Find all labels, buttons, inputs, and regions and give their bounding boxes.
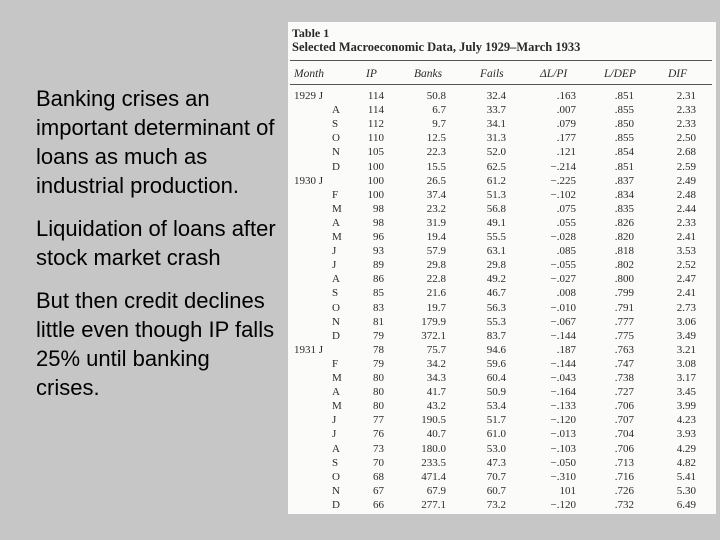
cell-banks: 50.8	[426, 90, 446, 102]
cell-dif: 3.49	[676, 329, 696, 342]
cell-l-dep: .820	[614, 231, 634, 243]
cell-l-dep: .818	[614, 245, 634, 258]
cell-banks: 26.5	[426, 174, 446, 187]
cell-ip: 114	[367, 90, 384, 102]
cell-fails: 53.0	[486, 442, 506, 455]
cell-delta-l-pi: .007	[556, 104, 576, 117]
cell-banks: 37.4	[426, 188, 446, 201]
cell-l-dep: .707	[614, 414, 634, 427]
cell-dif: 2.47	[676, 273, 696, 286]
cell-l-dep: .704	[614, 428, 634, 441]
cell-ip: 81	[373, 315, 384, 328]
cell-delta-l-pi: −.225	[550, 174, 576, 187]
cell-l-dep: .716	[614, 470, 634, 483]
table-row	[288, 457, 716, 470]
cell-l-dep: .835	[614, 202, 634, 215]
cell-dif: 2.33	[676, 216, 696, 229]
cell-delta-l-pi: −.144	[550, 357, 576, 370]
cell-banks: 12.5	[426, 132, 446, 145]
cell-banks: 372.1	[421, 329, 446, 342]
cell-fails: 60.4	[486, 372, 506, 384]
cell-l-dep: .855	[614, 132, 634, 145]
cell-delta-l-pi: −.214	[550, 160, 576, 173]
cell-fails: 62.5	[486, 160, 506, 173]
cell-fails: 56.3	[486, 301, 506, 314]
cell-ip: 80	[373, 400, 384, 413]
cell-banks: 34.2	[426, 357, 446, 370]
cell-month: M	[332, 231, 342, 243]
cell-fails: 29.8	[486, 259, 506, 272]
table-row	[288, 428, 716, 441]
cell-dif: 2.48	[676, 188, 696, 201]
header-l-dep: L/DEP	[604, 68, 636, 80]
table-row	[288, 499, 716, 512]
cell-delta-l-pi: .079	[556, 118, 576, 131]
cell-banks: 9.7	[432, 118, 446, 131]
cell-ip: 78	[373, 343, 384, 356]
cell-ip: 89	[373, 259, 384, 272]
cell-fails: 61.2	[486, 174, 506, 187]
table-row	[288, 372, 716, 385]
cell-dif: 4.29	[676, 442, 696, 455]
cell-delta-l-pi: .121	[556, 146, 576, 159]
cell-delta-l-pi: .163	[556, 90, 576, 102]
cell-month: D	[332, 329, 340, 342]
cell-fails: 33.7	[486, 104, 506, 117]
cell-fails: 61.0	[486, 428, 506, 441]
cell-banks: 22.3	[426, 146, 446, 159]
table-row	[288, 302, 716, 315]
cell-month: S	[332, 287, 339, 300]
cell-l-dep: .850	[614, 118, 634, 131]
table-row	[288, 146, 716, 159]
cell-l-dep: .855	[614, 104, 634, 117]
cell-banks: 22.8	[426, 273, 446, 286]
cell-banks: 15.5	[426, 160, 446, 173]
cell-month: O	[332, 132, 340, 145]
cell-ip: 98	[373, 216, 384, 229]
cell-banks: 41.7	[426, 386, 446, 399]
slide-text	[36, 84, 276, 416]
cell-fails: 56.8	[486, 202, 506, 215]
cell-dif: 2.52	[676, 259, 696, 272]
table-subtitle: Selected Macroeconomic Data, July 1929–March 1933	[292, 40, 581, 54]
cell-delta-l-pi: −.310	[550, 470, 576, 483]
cell-banks: 277.1	[421, 498, 446, 511]
table-title: Table 1	[292, 26, 330, 40]
cell-ip: 105	[367, 146, 384, 159]
table-row	[288, 358, 716, 371]
table-row	[288, 175, 716, 188]
cell-dif: 2.49	[676, 174, 696, 187]
cell-ip: 96	[373, 231, 384, 243]
cell-delta-l-pi: .008	[556, 287, 576, 300]
cell-fails: 51.3	[486, 188, 506, 201]
cell-month: M	[332, 400, 342, 413]
cell-dif: 3.99	[676, 400, 696, 413]
table-row	[288, 217, 716, 230]
table-row	[288, 386, 716, 399]
table-row	[288, 259, 716, 272]
cell-month: S	[332, 456, 339, 469]
cell-banks: 40.7	[426, 428, 446, 441]
cell-delta-l-pi: −.120	[550, 414, 576, 427]
cell-fails: 52.0	[486, 146, 506, 159]
header-month: Month	[294, 68, 325, 80]
table-row	[288, 400, 716, 413]
table-row	[288, 273, 716, 286]
cell-dif: 3.17	[676, 372, 696, 384]
table-row	[288, 245, 716, 258]
cell-month: M	[332, 202, 342, 215]
table-header-rule	[290, 84, 712, 85]
cell-delta-l-pi: −.043	[550, 372, 576, 384]
cell-delta-l-pi: −.055	[550, 259, 576, 272]
table-row	[288, 471, 716, 484]
cell-banks: 19.7	[426, 301, 446, 314]
cell-fails: 63.1	[486, 245, 506, 258]
cell-fails: 55.3	[486, 315, 506, 328]
cell-ip: 73	[373, 442, 384, 455]
cell-banks: 31.9	[426, 216, 446, 229]
header-banks: Banks	[414, 68, 443, 80]
cell-dif: 2.33	[676, 118, 696, 131]
header-delta-l-pi: ΔL/PI	[540, 68, 568, 80]
cell-month: A	[332, 386, 340, 399]
cell-ip: 77	[373, 414, 384, 427]
cell-delta-l-pi: .177	[556, 132, 576, 145]
cell-l-dep: .747	[614, 357, 634, 370]
cell-l-dep: .834	[614, 188, 634, 201]
cell-month: 1929 J	[294, 90, 324, 102]
cell-l-dep: .851	[614, 160, 634, 173]
cell-month: M	[332, 372, 342, 384]
cell-banks: 67.9	[426, 484, 446, 497]
cell-delta-l-pi: .187	[556, 343, 576, 356]
cell-month: J	[332, 245, 337, 258]
cell-banks: 43.2	[426, 400, 446, 413]
table-row	[288, 118, 716, 131]
cell-month: D	[332, 160, 340, 173]
cell-dif: 3.93	[676, 428, 696, 441]
table-row	[288, 316, 716, 329]
cell-delta-l-pi: 101	[559, 484, 576, 497]
cell-fails: 46.7	[486, 287, 506, 300]
cell-fails: 47.3	[486, 456, 506, 469]
cell-ip: 79	[373, 329, 384, 342]
cell-banks: 57.9	[426, 245, 446, 258]
cell-l-dep: .837	[614, 174, 634, 187]
cell-ip: 70	[373, 456, 384, 469]
cell-dif: 6.49	[676, 498, 696, 511]
cell-delta-l-pi: −.120	[550, 498, 576, 511]
cell-month: O	[332, 470, 340, 483]
cell-ip: 68	[373, 470, 384, 483]
cell-l-dep: .727	[614, 386, 634, 399]
cell-month: S	[332, 118, 339, 131]
cell-ip: 98	[373, 202, 384, 215]
cell-ip: 66	[373, 498, 384, 511]
table-row	[288, 132, 716, 145]
cell-dif: 3.45	[676, 386, 696, 399]
cell-dif: 2.41	[676, 231, 696, 243]
cell-ip: 86	[373, 273, 384, 286]
cell-l-dep: .726	[614, 484, 634, 497]
cell-delta-l-pi: −.028	[550, 231, 576, 243]
cell-delta-l-pi: −.103	[550, 442, 576, 455]
table-row	[288, 414, 716, 427]
cell-delta-l-pi: −.013	[550, 428, 576, 441]
table-row	[288, 203, 716, 216]
cell-month: O	[332, 301, 340, 314]
cell-month: D	[332, 498, 340, 511]
cell-fails: 59.6	[486, 357, 506, 370]
cell-l-dep: .763	[614, 343, 634, 356]
cell-dif: 2.59	[676, 160, 696, 173]
cell-l-dep: .791	[614, 301, 634, 314]
cell-fails: 51.7	[486, 414, 506, 427]
cell-l-dep: .777	[614, 315, 634, 328]
cell-banks: 190.5	[421, 414, 446, 427]
cell-banks: 19.4	[426, 231, 446, 243]
cell-delta-l-pi: −.010	[550, 301, 576, 314]
cell-l-dep: .802	[614, 259, 634, 272]
cell-l-dep: .799	[614, 287, 634, 300]
cell-month: N	[332, 315, 340, 328]
table-row	[288, 344, 716, 357]
bullet-banking-crises: Banking crises an important determinant of loans as much as industrial production.	[36, 86, 275, 198]
cell-ip: 76	[373, 428, 384, 441]
table-row	[288, 161, 716, 174]
cell-l-dep: .854	[614, 146, 634, 159]
header-dif: DIF	[668, 68, 688, 80]
cell-dif: 4.23	[676, 414, 696, 427]
cell-month: J	[332, 428, 337, 441]
cell-fails: 49.2	[486, 273, 506, 286]
cell-ip: 93	[373, 245, 384, 258]
cell-fails: 70.7	[486, 470, 506, 483]
cell-ip: 67	[373, 484, 384, 497]
table-row	[288, 231, 716, 244]
cell-banks: 6.7	[432, 104, 446, 117]
cell-l-dep: .851	[614, 90, 634, 102]
cell-fails: 83.7	[486, 329, 506, 342]
cell-dif: 2.41	[676, 287, 696, 300]
cell-fails: 55.5	[486, 231, 506, 243]
cell-l-dep: .738	[614, 372, 634, 384]
cell-ip: 100	[367, 160, 384, 173]
cell-l-dep: .706	[614, 442, 634, 455]
cell-dif: 3.53	[676, 245, 696, 258]
cell-fails: 32.4	[486, 90, 506, 102]
cell-dif: 5.41	[676, 470, 696, 483]
cell-banks: 29.8	[426, 259, 446, 272]
cell-l-dep: .732	[614, 498, 634, 511]
cell-delta-l-pi: −.102	[550, 188, 576, 201]
cell-delta-l-pi: −.133	[550, 400, 576, 413]
cell-fails: 94.6	[486, 343, 506, 356]
table-row	[288, 330, 716, 343]
cell-delta-l-pi: −.067	[550, 315, 576, 328]
cell-ip: 100	[367, 174, 384, 187]
cell-fails: 60.7	[486, 484, 506, 497]
cell-ip: 112	[367, 118, 384, 131]
cell-banks: 34.3	[426, 372, 446, 384]
cell-l-dep: .800	[614, 273, 634, 286]
cell-month: F	[332, 357, 339, 370]
cell-delta-l-pi: −.027	[550, 273, 576, 286]
table-row	[288, 189, 716, 202]
cell-delta-l-pi: −.144	[550, 329, 576, 342]
cell-dif: 2.44	[676, 202, 696, 215]
cell-month: F	[332, 188, 339, 201]
cell-delta-l-pi: .075	[556, 202, 576, 215]
cell-dif: 3.08	[676, 357, 696, 370]
cell-fails: 53.4	[486, 400, 506, 413]
cell-banks: 471.4	[421, 470, 446, 483]
table-scan	[288, 22, 716, 514]
cell-fails: 31.3	[486, 132, 506, 145]
cell-dif: 5.30	[676, 484, 696, 497]
bullet-credit-declines: But then credit declines little even though IP falls 25% until banking crises.	[36, 288, 275, 400]
cell-l-dep: .775	[614, 329, 634, 342]
cell-dif: 3.06	[676, 315, 696, 328]
table-row	[288, 443, 716, 456]
table-row	[288, 90, 716, 103]
cell-dif: 4.82	[676, 456, 696, 469]
cell-dif: 3.21	[676, 343, 696, 356]
cell-month: J	[332, 259, 337, 272]
cell-dif: 2.73	[676, 301, 696, 314]
cell-delta-l-pi: −.050	[550, 456, 576, 469]
cell-month: A	[332, 104, 340, 117]
cell-ip: 85	[373, 287, 384, 300]
cell-banks: 179.9	[421, 315, 446, 328]
cell-month: A	[332, 442, 340, 455]
cell-ip: 114	[367, 104, 384, 117]
cell-banks: 23.2	[426, 202, 446, 215]
cell-fails: 34.1	[486, 118, 506, 131]
table-top-rule	[290, 60, 712, 61]
cell-ip: 80	[373, 372, 384, 384]
cell-l-dep: .826	[614, 216, 634, 229]
cell-ip: 80	[373, 386, 384, 399]
cell-banks: 180.0	[421, 442, 446, 455]
table-row	[288, 104, 716, 117]
cell-ip: 83	[373, 301, 384, 314]
cell-banks: 21.6	[426, 287, 446, 300]
cell-ip: 79	[373, 357, 384, 370]
cell-banks: 75.7	[426, 343, 446, 356]
cell-delta-l-pi: .055	[556, 216, 576, 229]
cell-month: 1931 J	[294, 343, 324, 356]
cell-fails: 73.2	[486, 498, 506, 511]
cell-delta-l-pi: −.164	[550, 386, 576, 399]
header-fails: Fails	[480, 68, 504, 80]
cell-l-dep: .713	[614, 456, 634, 469]
cell-month: N	[332, 146, 340, 159]
table-row	[288, 485, 716, 498]
table-row	[288, 287, 716, 300]
header-ip: IP	[366, 68, 377, 80]
cell-month: 1930 J	[294, 174, 324, 187]
bullet-liquidation: Liquidation of loans after stock market crash	[36, 216, 276, 270]
cell-delta-l-pi: .085	[556, 245, 576, 258]
cell-month: A	[332, 216, 340, 229]
cell-dif: 2.33	[676, 104, 696, 117]
cell-dif: 2.50	[676, 132, 696, 145]
cell-dif: 2.31	[676, 90, 696, 102]
cell-ip: 110	[367, 132, 384, 145]
cell-month: J	[332, 414, 337, 427]
cell-month: N	[332, 484, 340, 497]
cell-banks: 233.5	[421, 456, 446, 469]
cell-ip: 100	[367, 188, 384, 201]
cell-fails: 49.1	[486, 216, 506, 229]
cell-month: A	[332, 273, 340, 286]
cell-dif: 2.68	[676, 146, 696, 159]
cell-l-dep: .706	[614, 400, 634, 413]
cell-fails: 50.9	[486, 386, 506, 399]
